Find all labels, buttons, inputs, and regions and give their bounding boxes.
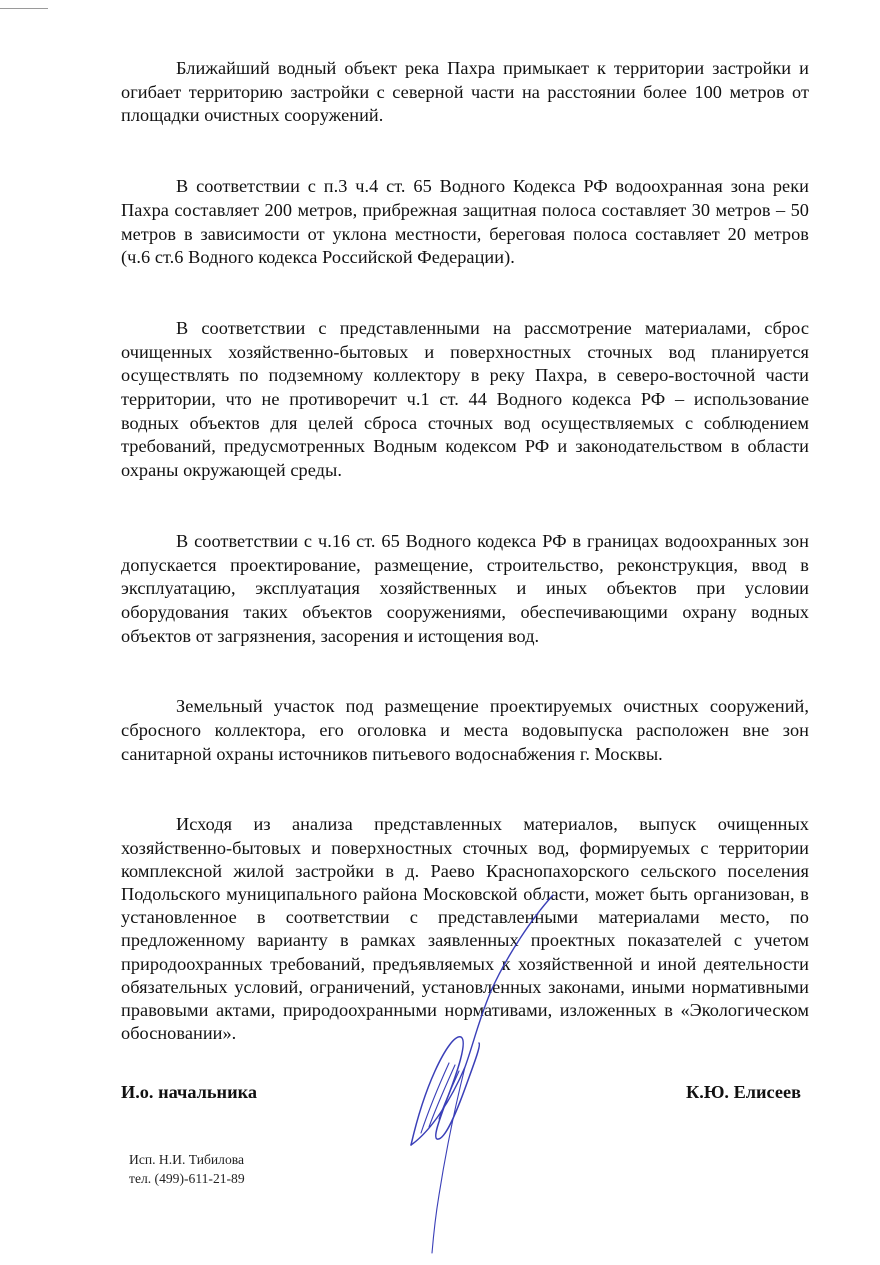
signatory-position: И.о. начальника [121,1082,258,1102]
paragraph-conclusion: Исходя из анализа представленных материалов, выпуск очищенных хозяйственно-бытовых и поверхностных сточных вод, формируемых с территории комплексной жилой застройки в д. Раево Краснопахорского сельского поселения Подольского муниципального района Московской области, может быть организован, в установленное в соответствии с представленными материалами место, по предложенному варианту в рамках заявленных проектных показателей с учетом природоохранных требований, предъявляемых к хозяйственной и иной деятельности обязательных условий, ограничений, установленных законами, иными нормативными правовыми актами, природоохранными нормативами, изложенных в «Экологическом обосновании». [121,814,809,1044]
scan-edge-mark [0,8,48,9]
paragraph-water-protection-zone: В соответствии с п.3 ч.4 ст. 65 Водного Кодекса РФ водоохранная зона реки Пахра составляет 200 метров, прибрежная защитная полоса составляет 30 метров – 50 метров в зависимости от уклона местности, береговая полоса составляет 20 метров (ч.6 ст.6 Водного кодекса Российской Федерации). [121,176,809,268]
signature-stroke-main [411,895,553,1145]
executor-contact [129,1150,245,1188]
paragraph-land-plot: Земельный участок под размещение проектируемых очистных сооружений, сбросного коллектора, его оголовка и места водовыпуска расположен вне зон санитарной охраны источников питьевого водоснабжения г. Москвы. [121,696,809,764]
signature-stroke-hatch [421,1063,459,1133]
executor-name: Исп. Н.И. Тибилова [129,1152,245,1167]
paragraph-wastewater-discharge: В соответствии с представленными на рассмотрение материалами, сброс очищенных хозяйственно-бытовых и поверхностных сточных вод планируется осуществлять по подземному коллектору в реку Пахра, в северо-восточной части территории, что не противоречит ч.1 ст. 44 Водного кодекса РФ – использование водных объектов для целей сброса сточных вод осуществляемых с соблюдением требований, предусмотренных Водным кодексом РФ и законодательством в области охраны окружающей среды. [121,317,809,481]
paragraph-permitted-activities: В соответствии с ч.16 ст. 65 Водного кодекса РФ в границах водоохранных зон допускается проектирование, размещение, строительство, реконструкция, ввод в эксплуатацию, эксплуатация хозяйственных и иных объектов при условии оборудования таких объектов сооружениями, обеспечивающими охрану водных объектов от загрязнения, засорения и истощения вод. [121,530,809,646]
signatory-name: К.Ю. Елисеев [686,1082,801,1102]
paragraph-nearest-water-body: Ближайший водный объект река Пахра примыкает к территории застройки и огибает территорию застройки с северной части на расстоянии более 100 метров от площадки очистных сооружений. [121,58,809,126]
handwritten-signature [395,895,565,1255]
executor-phone: тел. (499)-611-21-89 [129,1171,245,1186]
